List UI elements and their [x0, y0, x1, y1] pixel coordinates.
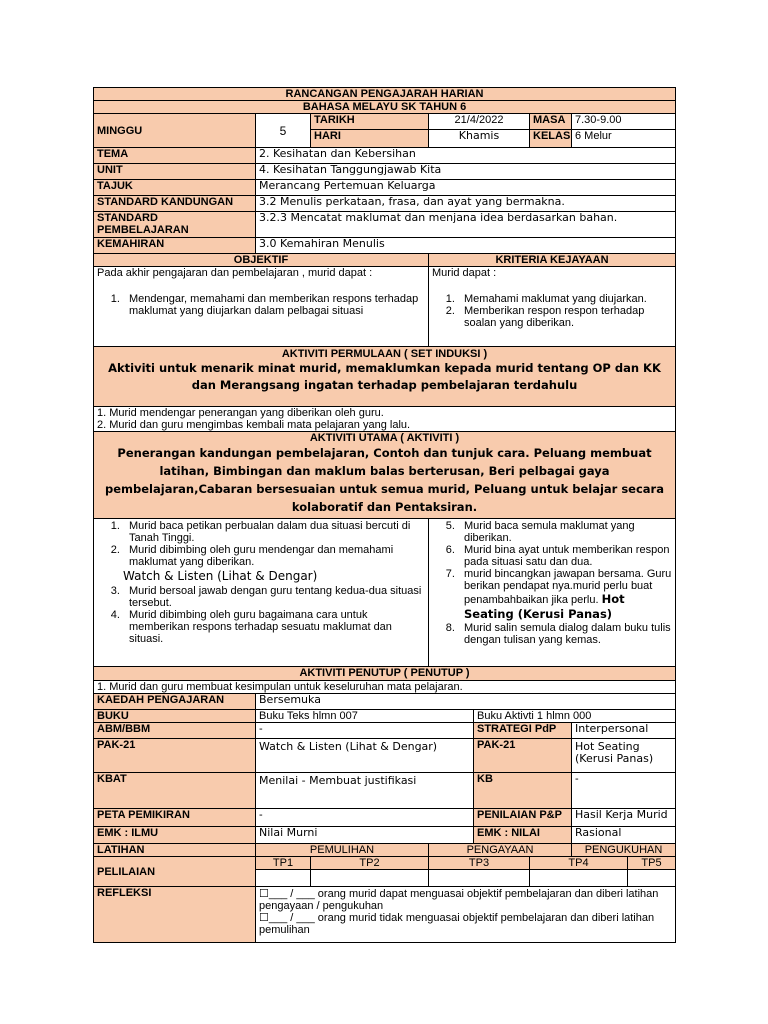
permulaan-line: 1. Murid mendengar penerangan yang diberikan oleh guru.	[97, 407, 384, 419]
kriteria-content	[429, 267, 676, 347]
unit-label: UNIT	[94, 164, 256, 180]
kriteria-item: 1. Memahami maklumat yang diujarkan.	[458, 293, 672, 305]
objektif-item: 1. Mendengar, memahami dan memberikan respons terhadap maklumat yang diujarkan dalam pelbagai situasi	[123, 293, 425, 317]
kbat-value: Menilai - Membuat justifikasi	[256, 773, 474, 809]
tp2-cell[interactable]	[311, 870, 429, 887]
strategi-value: Interpersonal	[572, 723, 676, 739]
kaedah-label: KAEDAH PENGAJARAN	[94, 694, 256, 710]
kelas-value: 6 Melur	[572, 130, 676, 148]
tajuk-value: Merancang Pertemuan Keluarga	[256, 180, 676, 196]
permulaan-line: 2. Murid dan guru mengimbas kembali mata pelajaran yang lalu.	[97, 419, 411, 431]
masa-value: 7.30-9.00	[572, 114, 676, 130]
utama-item: 3. Murid bersoal jawab dengan guru tentang kedua-dua situasi tersebut.	[123, 585, 425, 609]
utama-item: 5. Murid baca semula maklumat yang diberikan.	[458, 520, 672, 544]
tema-label: TEMA	[94, 148, 256, 164]
pak21-value: Watch & Listen (Lihat & Dengar)	[256, 739, 474, 773]
kemahiran-value: 3.0 Kemahiran Menulis	[256, 238, 676, 254]
latihan-label: LATIHAN	[94, 844, 256, 857]
emk-ilmu-label: EMK : ILMU	[94, 827, 256, 844]
buku-aktiviti-value: Buku Aktivti 1 hlmn 000	[474, 710, 676, 723]
tp4-header: TP4	[530, 857, 628, 870]
sp-value: 3.2.3 Mencatat maklumat dan menjana idea berdasarkan bahan.	[256, 212, 676, 238]
pak21-label: PAK-21	[94, 739, 256, 773]
utama-item: 7. murid bincangkan jawapan bersama. Guru berikan pendapat nya.murid perlu buat penambahbaikan jika perlu. Hot Seating (Kerusi Panas)	[458, 568, 672, 622]
strategi-label: STRATEGI PdP	[474, 723, 572, 739]
utama-item: 2. Murid dibimbing oleh guru mendengar dan memahami maklumat yang diberikan. Watch & Listen (Lihat & Dengar)	[123, 544, 425, 585]
kriteria-header: KRITERIA KEJAYAAN	[429, 254, 676, 267]
pak21-label-2: PAK-21	[474, 739, 572, 773]
lesson-plan-table	[93, 87, 676, 943]
pemulihan-header: PEMULIHAN	[256, 844, 429, 857]
refleksi-line-1: ☐___ / ___ orang murid dapat menguasai objektif pembelajaran dan diberi latihan pengayaan / pengukuhan	[259, 888, 659, 912]
kemahiran-label: KEMAHIRAN	[94, 238, 256, 254]
tarikh-label: TARIKH	[311, 114, 429, 130]
penilaian-label: PENILAIAN P&P	[474, 809, 572, 827]
emk-ilmu-value: Nilai Murni	[256, 827, 474, 844]
minggu-value: 5	[256, 114, 311, 148]
kriteria-item: 2. Memberikan respon respon terhadap soalan yang diberikan.	[458, 305, 672, 329]
watch-listen-note: Watch & Listen (Lihat & Dengar)	[123, 569, 318, 583]
utama-item: 6. Murid bina ayat untuk memberikan respon pada situasi satu dan dua.	[458, 544, 672, 568]
objektif-content	[94, 267, 429, 347]
minggu-label: MINGGU	[94, 114, 256, 148]
tema-value: 2. Kesihatan dan Kebersihan	[256, 148, 676, 164]
unit-value: 4. Kesihatan Tanggungjawab Kita	[256, 164, 676, 180]
penutup-header: AKTIVITI PENUTUP ( PENUTUP )	[94, 667, 676, 681]
buku-teks-value: Buku Teks hlmn 007	[256, 710, 474, 723]
utama-section	[94, 432, 676, 519]
kaedah-value: Bersemuka	[256, 694, 676, 710]
pengukuhan-header: PENGUKUHAN	[572, 844, 676, 857]
refleksi-label: REFLEKSI	[94, 887, 256, 943]
tp3-cell[interactable]	[429, 870, 530, 887]
kriteria-intro: Murid dapat :	[432, 267, 497, 279]
refleksi-content	[256, 887, 676, 943]
masa-label: MASA	[530, 114, 572, 130]
utama-right-list	[429, 519, 676, 667]
sk-label: STANDARD KANDUNGAN	[94, 196, 256, 212]
tp3-header: TP3	[429, 857, 530, 870]
pak21-value-2: Hot Seating (Kerusi Panas)	[572, 739, 676, 773]
peta-label: PETA PEMIKIRAN	[94, 809, 256, 827]
kb-label: KB	[474, 773, 572, 809]
tp2-header: TP2	[311, 857, 429, 870]
tp4-cell[interactable]	[530, 870, 628, 887]
peta-value: -	[256, 809, 474, 827]
hot-seating-note: Hot Seating (Kerusi Panas)	[464, 592, 625, 621]
permulaan-steps	[94, 407, 676, 432]
utama-left-list	[94, 519, 429, 667]
utama-item: 8. Murid salin semula dialog dalam buku tulis dengan tulisan yang kemas.	[458, 622, 672, 646]
penilaian-value: Hasil Kerja Murid	[572, 809, 676, 827]
abm-label: ABM/BBM	[94, 723, 256, 739]
tarikh-value: 21/4/2022	[429, 114, 530, 130]
abm-value: -	[256, 723, 474, 739]
emk-nilai-value: Rasional	[572, 827, 676, 844]
objektif-intro: Pada akhir pengajaran dan pembelajaran , murid dapat :	[97, 267, 373, 279]
utama-header: AKTIVITI UTAMA ( AKTIVITI )	[309, 432, 460, 444]
kbat-label: KBAT	[94, 773, 256, 809]
pelilaian-label: PELILAIAN	[94, 857, 256, 887]
penutup-line: 1. Murid dan guru membuat kesimpulan untuk keseluruhan mata pelajaran.	[94, 681, 676, 694]
tp5-header: TP5	[628, 857, 676, 870]
tajuk-label: TAJUK	[94, 180, 256, 196]
tp1-cell[interactable]	[256, 870, 311, 887]
document-subtitle: BAHASA MELAYU SK TAHUN 6	[94, 101, 676, 114]
kb-value: -	[572, 773, 676, 809]
utama-item: 4. Murid dibimbing oleh guru bagaimana cara untuk memberikan respons terhadap sesuatu maklumat dan situasi.	[123, 609, 425, 645]
utama-item: 1. Murid baca petikan perbualan dalam dua situasi bercuti di Tanah Tinggi.	[123, 520, 425, 544]
tp5-cell[interactable]	[628, 870, 676, 887]
permulaan-header: AKTIVITI PERMULAAN ( SET INDUKSI )	[281, 348, 488, 360]
hari-value: Khamis	[429, 130, 530, 148]
tp1-header: TP1	[256, 857, 311, 870]
buku-label: BUKU	[94, 710, 256, 723]
utama-desc: Penerangan kandungan pembelajaran, Contoh dan tunjuk cara. Peluang membuat latihan, Bimbingan dan maklum balas berterusan, Beri pelbagai gaya pembelajaran,Cabaran bersesuaian untuk semua murid, Peluang untuk belajar secara kolaboratif dan Pentaksiran.	[105, 446, 664, 514]
objektif-header: OBJEKTIF	[94, 254, 429, 267]
permulaan-section	[94, 347, 676, 407]
kelas-label: KELAS	[530, 130, 572, 148]
sp-label: STANDARD PEMBELAJARAN	[94, 212, 256, 238]
document-title: RANCANGAN PENGAJARAH HARIAN	[94, 88, 676, 101]
permulaan-desc: Aktiviti untuk menarik minat murid, memaklumkan kepada murid tentang OP dan KK dan Merangsang ingatan terhadap pembelajaran terdahulu	[108, 361, 661, 392]
refleksi-line-2: ☐___ / ___ orang murid tidak menguasai objektif pembelajaran dan diberi latihan pemulihan	[259, 912, 655, 936]
pengayaan-header: PENGAYAAN	[429, 844, 572, 857]
hari-label: HARI	[311, 130, 429, 148]
emk-nilai-label: EMK : NILAI	[474, 827, 572, 844]
sk-value: 3.2 Menulis perkataan, frasa, dan ayat yang bermakna.	[256, 196, 676, 212]
